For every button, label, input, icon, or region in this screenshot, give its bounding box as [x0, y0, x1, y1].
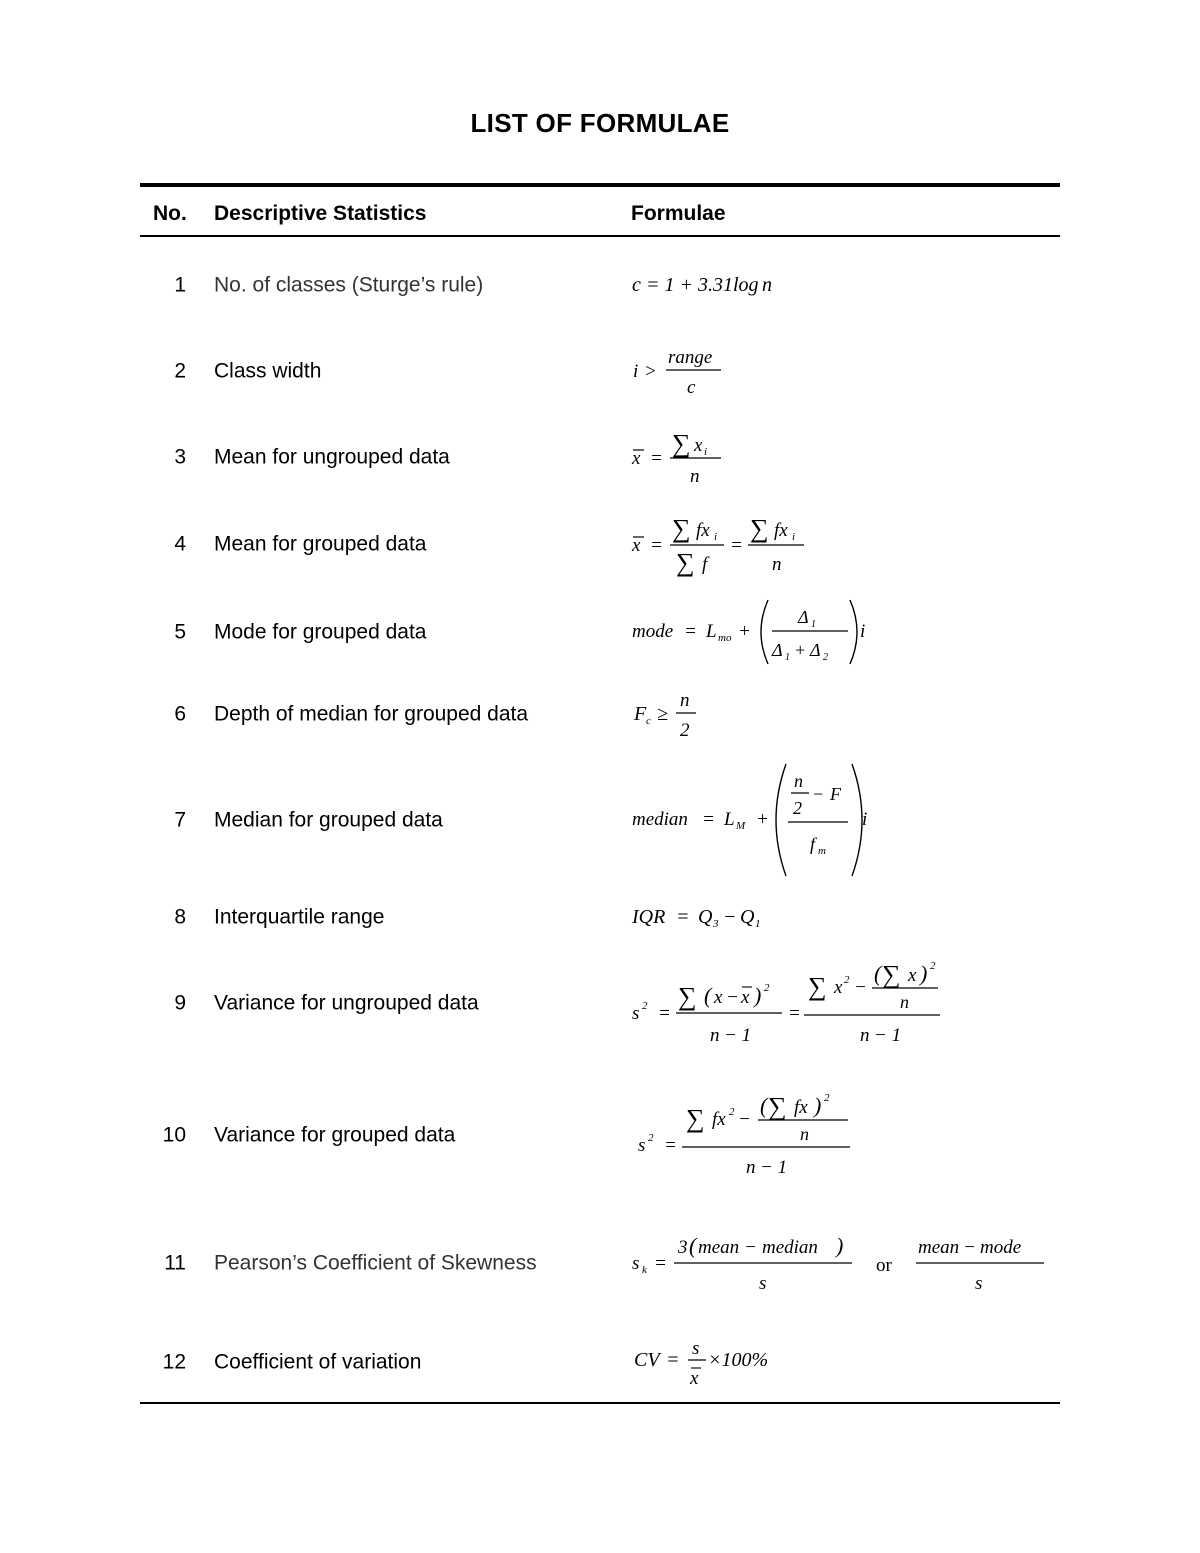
- svg-text:f: f: [702, 554, 708, 575]
- formula-mean-ungrouped: [632, 427, 732, 487]
- svg-text:=: =: [730, 535, 743, 556]
- svg-text:1: 1: [811, 619, 816, 630]
- row-label: Variance for grouped data: [214, 1123, 456, 1147]
- svg-text:− 1: − 1: [760, 1157, 788, 1178]
- svg-text:i: i: [860, 621, 866, 642]
- row-number: 6: [174, 702, 186, 726]
- svg-text:F: F: [634, 703, 647, 725]
- table-bottom-rule: [140, 1402, 1060, 1404]
- svg-text:+: +: [794, 640, 807, 660]
- svg-text:2: 2: [764, 982, 770, 994]
- formula-variance-grouped: [638, 1091, 878, 1191]
- svg-text:∑: ∑: [882, 960, 901, 989]
- svg-text:(: (: [704, 983, 712, 1008]
- svg-text:n: n: [772, 554, 782, 575]
- row-label: No. of classes (Sturge’s rule): [214, 273, 484, 297]
- row-number: 1: [174, 273, 186, 297]
- svg-text:n: n: [762, 274, 772, 296]
- svg-text:): ): [754, 983, 762, 1008]
- formula-variance-ungrouped: [632, 959, 962, 1059]
- svg-text:Q: Q: [698, 906, 713, 928]
- svg-text:c: c: [646, 715, 651, 727]
- svg-text:n: n: [690, 466, 700, 487]
- header-formulae: Formulae: [631, 202, 726, 225]
- svg-text:x: x: [632, 448, 641, 469]
- svg-text:x: x: [690, 1368, 699, 1389]
- svg-text:n: n: [794, 771, 803, 791]
- svg-text:s: s: [759, 1273, 767, 1294]
- svg-text:2: 2: [680, 720, 690, 741]
- svg-text:∑: ∑: [808, 972, 827, 1001]
- svg-text:2: 2: [793, 798, 802, 818]
- row-label: Depth of median for grouped data: [214, 702, 529, 726]
- svg-text:(: (: [689, 1233, 697, 1258]
- svg-text:2: 2: [844, 974, 850, 986]
- svg-text:∑: ∑: [672, 429, 691, 458]
- formula-mean-grouped: [632, 511, 832, 577]
- svg-text:(: (: [760, 1093, 768, 1118]
- svg-text:mode: mode: [980, 1237, 1022, 1258]
- svg-text:IQR: IQR: [632, 906, 666, 928]
- svg-text:=: =: [788, 1003, 801, 1024]
- svg-text:−: −: [726, 987, 739, 1008]
- svg-text:x: x: [834, 977, 843, 998]
- svg-text:i: i: [633, 361, 639, 382]
- svg-text:CV: CV: [634, 1349, 660, 1371]
- svg-text:Δ: Δ: [798, 607, 809, 627]
- svg-text:− 1: − 1: [874, 1025, 902, 1046]
- row-label: Mean for ungrouped data: [214, 445, 450, 469]
- svg-text:): ): [836, 1233, 844, 1258]
- svg-text:n: n: [800, 1124, 809, 1144]
- svg-text:×100%: ×100%: [708, 1349, 769, 1371]
- row-number: 10: [162, 1123, 186, 1147]
- row-label: Interquartile range: [214, 905, 385, 929]
- svg-text:fx: fx: [794, 1097, 808, 1118]
- row-label: Class width: [214, 359, 322, 383]
- svg-text:=: =: [658, 1003, 671, 1024]
- svg-text:or: or: [876, 1255, 892, 1276]
- svg-text:∑: ∑: [750, 514, 769, 543]
- svg-text:−: −: [812, 784, 825, 804]
- row-number: 3: [174, 445, 186, 469]
- svg-text:n: n: [680, 690, 690, 711]
- svg-text:range: range: [668, 347, 713, 368]
- svg-text:2: 2: [823, 652, 828, 663]
- svg-text:2: 2: [648, 1132, 654, 1144]
- svg-text:−: −: [723, 906, 737, 928]
- svg-text:=: =: [664, 1135, 677, 1156]
- svg-text:M: M: [736, 820, 746, 832]
- svg-text:(: (: [874, 961, 882, 986]
- svg-text:2: 2: [824, 1092, 830, 1104]
- svg-text:x: x: [741, 987, 750, 1008]
- svg-text:F: F: [830, 784, 841, 804]
- row-number: 2: [174, 359, 186, 383]
- svg-text:Q: Q: [740, 906, 755, 928]
- row-label: Median for grouped data: [214, 808, 443, 832]
- svg-text:−: −: [744, 1237, 757, 1258]
- table-top-rule: [140, 183, 1060, 187]
- svg-text:c: c: [632, 274, 641, 296]
- svg-text:=: =: [702, 809, 715, 830]
- svg-text:mode: mode: [632, 621, 674, 642]
- svg-text:median: median: [632, 809, 688, 830]
- svg-text:2: 2: [642, 1000, 648, 1012]
- svg-text:s: s: [692, 1338, 700, 1359]
- svg-text:∑: ∑: [672, 514, 691, 543]
- svg-text:=: =: [654, 1253, 667, 1274]
- svg-text:∑: ∑: [768, 1092, 787, 1121]
- svg-text:mean: mean: [918, 1237, 960, 1258]
- svg-text:+: +: [738, 621, 751, 642]
- row-number: 11: [164, 1251, 186, 1275]
- svg-text:2: 2: [729, 1106, 735, 1118]
- formula-coefficient-variation: [632, 1334, 802, 1390]
- svg-text:=: =: [684, 621, 697, 642]
- row-number: 8: [174, 905, 186, 929]
- svg-text:mean: mean: [698, 1237, 740, 1258]
- svg-text:=: =: [650, 535, 663, 556]
- formula-pearson-skewness: [632, 1231, 1052, 1295]
- row-label: Variance for ungrouped data: [214, 991, 479, 1015]
- svg-text:Δ: Δ: [810, 640, 821, 660]
- svg-text:i: i: [704, 446, 708, 458]
- svg-text:k: k: [642, 1264, 647, 1276]
- row-label: Coefficient of variation: [214, 1350, 422, 1374]
- svg-text:−: −: [738, 1109, 751, 1130]
- svg-text:n: n: [746, 1157, 756, 1178]
- svg-text:∑: ∑: [676, 548, 695, 577]
- svg-text:+: +: [756, 809, 769, 830]
- row-label: Mode for grouped data: [214, 620, 427, 644]
- row-number: 5: [174, 620, 186, 644]
- row-number: 4: [174, 532, 186, 556]
- formula-mode-grouped: [632, 597, 882, 667]
- svg-text:3: 3: [678, 1237, 688, 1258]
- svg-text:Δ: Δ: [772, 640, 783, 660]
- row-number: 9: [174, 991, 186, 1015]
- row-number: 7: [174, 808, 186, 832]
- row-label: Mean for grouped data: [214, 532, 427, 556]
- svg-text:=: =: [650, 448, 663, 469]
- svg-text:s: s: [632, 1253, 640, 1274]
- svg-text:c: c: [687, 377, 696, 398]
- svg-text:∑: ∑: [678, 982, 697, 1011]
- svg-text:− 1: − 1: [724, 1025, 752, 1046]
- svg-text:i: i: [714, 531, 718, 543]
- svg-text:s: s: [975, 1273, 983, 1294]
- formula-class-width: [632, 343, 732, 399]
- svg-text:L: L: [724, 809, 735, 830]
- svg-text:x: x: [632, 535, 641, 556]
- svg-text:f: f: [810, 834, 816, 854]
- header-no: No.: [153, 202, 187, 225]
- svg-text:s: s: [632, 1003, 640, 1024]
- row-number: 12: [162, 1350, 186, 1374]
- svg-text:x: x: [694, 435, 703, 456]
- svg-text:): ): [814, 1093, 822, 1118]
- svg-text:fx: fx: [712, 1109, 726, 1130]
- svg-text:n: n: [900, 992, 909, 1012]
- svg-text:1: 1: [755, 918, 761, 930]
- svg-text:x: x: [908, 965, 917, 986]
- svg-text:i: i: [862, 809, 868, 830]
- svg-text:−: −: [963, 1237, 976, 1258]
- table-header-rule: [140, 235, 1060, 237]
- svg-text:2: 2: [930, 960, 936, 972]
- formula-sturges-rule: [632, 270, 792, 300]
- svg-text:−: −: [854, 977, 867, 998]
- svg-text:L: L: [706, 621, 717, 642]
- svg-text:fx: fx: [696, 520, 710, 541]
- formula-median-grouped: [632, 762, 882, 878]
- svg-text:=: =: [666, 1349, 680, 1371]
- svg-text:x: x: [714, 987, 723, 1008]
- svg-text:fx: fx: [774, 520, 788, 541]
- svg-text:1: 1: [785, 652, 790, 663]
- svg-text:= 1 + 3.31log: = 1 + 3.31log: [646, 274, 759, 296]
- page-title: LIST OF FORMULAE: [470, 108, 730, 138]
- header-descriptive-statistics: Descriptive Statistics: [214, 202, 427, 225]
- svg-text:s: s: [638, 1135, 646, 1156]
- svg-text:∑: ∑: [686, 1104, 705, 1133]
- svg-text:median: median: [762, 1237, 818, 1258]
- svg-text:=: =: [676, 906, 690, 928]
- svg-text:i: i: [792, 531, 796, 543]
- formula-interquartile-range: [632, 902, 782, 932]
- svg-text:≥: ≥: [657, 703, 668, 725]
- row-label: Pearson’s Coefficient of Skewness: [214, 1251, 537, 1275]
- svg-text:>: >: [644, 361, 657, 382]
- svg-text:): ): [920, 961, 928, 986]
- svg-text:m: m: [818, 845, 826, 857]
- svg-text:mo: mo: [718, 632, 732, 644]
- svg-text:n: n: [710, 1025, 720, 1046]
- formula-median-depth: [632, 686, 712, 742]
- svg-text:3: 3: [713, 918, 719, 930]
- svg-text:n: n: [860, 1025, 870, 1046]
